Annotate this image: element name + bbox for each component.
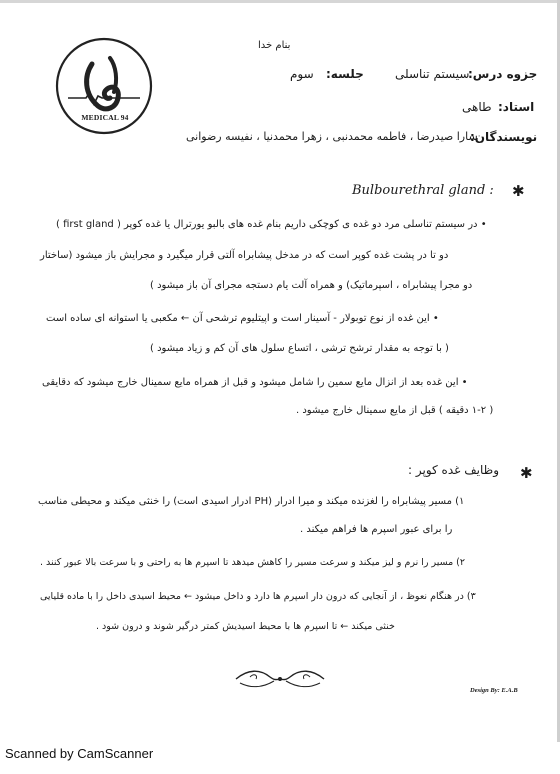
section2-line-5: خنثی میکند ← تا اسپرم ها با محیط اسیدیش کمتر درگیر شوند و درون شود . [96, 621, 395, 632]
invocation: بنام خدا [258, 40, 291, 51]
star-bullet-icon: ✱ [520, 464, 533, 482]
teacher-value: طاهی [462, 100, 492, 114]
section1-line-5: ( با توجه به مقدار ترشح ترشی ، اتساع سلول های آن کم و زیاد میشود ) [150, 343, 449, 354]
section1-line-7: ( ۱-۲ دقیقه ) قبل از مایع سمینال خارج میشود . [296, 405, 494, 416]
design-credit: Design By: E.A.B [470, 687, 518, 694]
scanner-watermark: Scanned by CamScanner [5, 746, 154, 761]
teacher-label: استاد: [498, 100, 535, 114]
section1-title: Bulbourethral gland : [352, 183, 494, 198]
section2-line-4: ۳) در هنگام نعوظ ، از آنجایی که درون دار اسپرم ها دارد و داخل میشود ← محیط اسیدی داخل را با ماده قلیایی [40, 591, 476, 602]
course-label: جزوه درس: [468, 67, 538, 81]
section2-line-1: ۱) مسیر پیشابراه را لغزنده میکند و میرا ادرار (PH ادرار اسیدی است) را خنثی میکند و محیطی مناسب [38, 496, 465, 507]
section1-line-2: دو تا در پشت غده کوپر است که در مدخل پیشابراه آلتی قرار میگیرد و مجرایش باز میشود (ساختار [40, 250, 449, 261]
ornament-divider-icon [230, 665, 330, 693]
course-value: سیستم تناسلی [395, 67, 470, 81]
scan-edge-top [0, 0, 560, 3]
section1-line-1: • در سیستم تناسلی مرد دو غده ی کوچکی داریم بنام غده های بالبو یورترال یا غده کوپر ( first gland ) [56, 219, 487, 230]
section2-title: وظایف غده کوپر : [408, 463, 499, 477]
session-value: سوم [290, 67, 314, 81]
section1-line-3: دو مجرا پیشابراه ، اسپرماتیک) و همراه آلت یام دستجه مجرای آن باز میشود ) [150, 280, 473, 291]
authors-value: سارا صیدرضا ، فاطمه محمدنبی ، زهرا محمدنیا ، نفیسه رضوانی [186, 130, 478, 143]
authors-label: نویسندگان: [470, 130, 538, 144]
section2-line-2: را برای عبور اسپرم ها فراهم میکند . [300, 524, 453, 535]
session-label: جلسه: [326, 67, 364, 81]
section2-line-3: ۲) مسیر را نرم و لیز میکند و سرعت مسیر را کاهش میدهد تا اسپرم ها به راحتی و با سرعت بالا عبور کنند . [40, 557, 465, 568]
section1-line-6: • این غده بعد از انزال مایع سمین را شامل میشود و قبل از همراه مایع سمینال خارج میشود که دقایقی [42, 377, 468, 388]
logo-text: MEDICAL 94 [81, 113, 129, 122]
star-bullet-icon: ✱ [512, 182, 525, 200]
section1-line-4: • این غده از نوع توبولار - آسینار است و اپیتلیوم ترشحی آن ← مکعبی یا استوانه ای ساده است [46, 313, 439, 324]
